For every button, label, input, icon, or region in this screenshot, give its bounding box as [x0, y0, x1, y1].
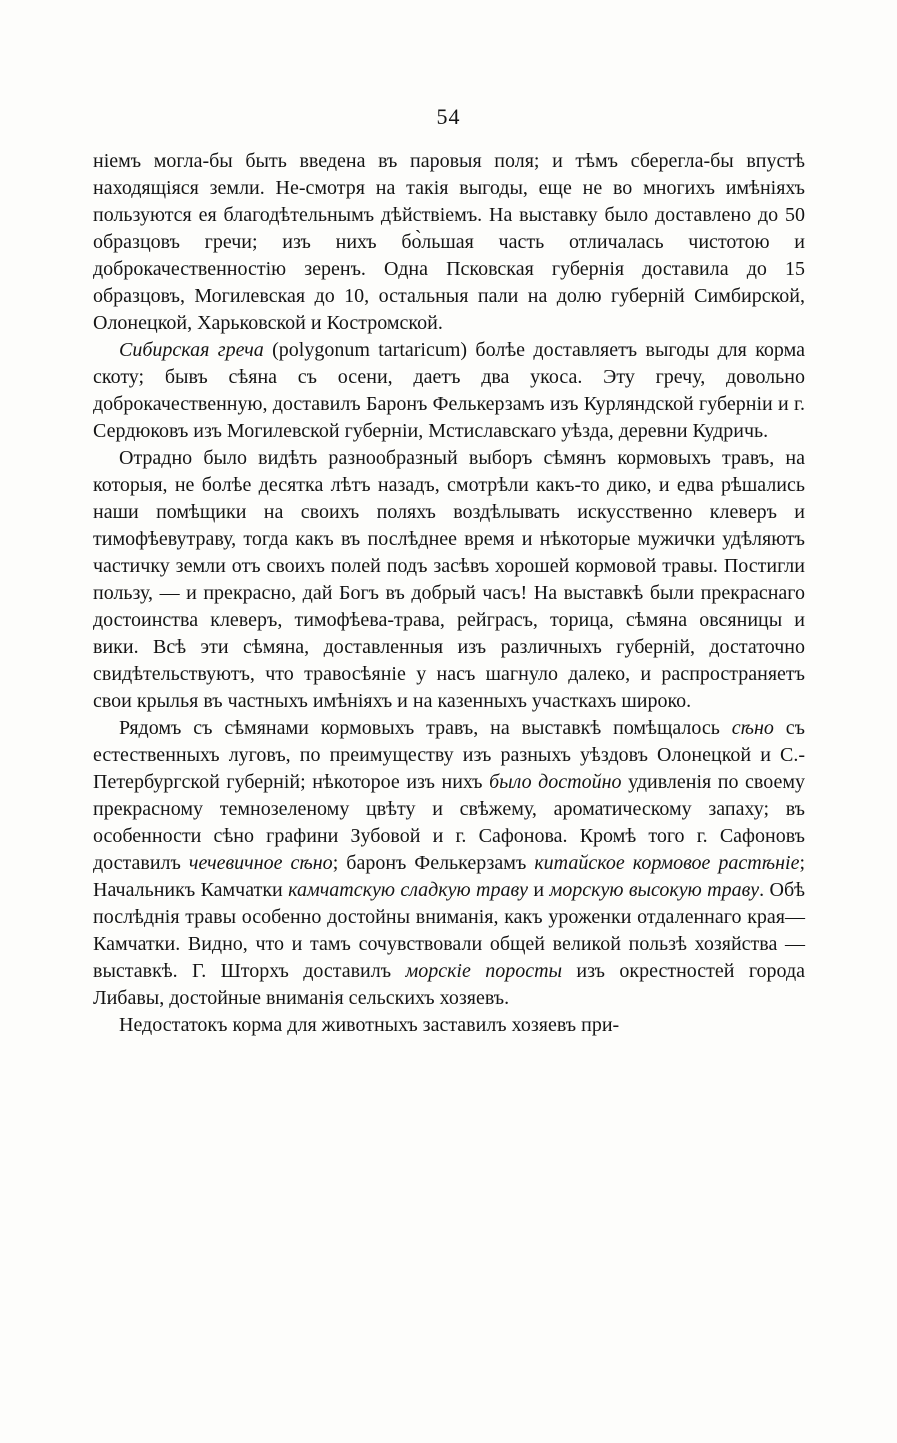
italic-term: морскую высокую траву: [549, 879, 760, 901]
text-run: ніемъ могла-бы быть введена въ паровыя поля; и тѣмъ сберегла-бы впустѣ находящіяся земли. Не-смотря на такія выгоды, еще не во многихъ имѣніяхъ пользуются ея благодѣтельнымъ дѣйствіемъ. На выставку было доставлено до 50 образцовъ гречи; изъ нихъ бо̀льшая часть отличалась чистотою и доброкачественностію зеренъ. Одна Псковская губернія доставила до 15 образцовъ, Могилевская до 10, остальныя пали на долю губерній Симбирской, Олонецкой, Харьковской и Костромской.: [93, 150, 805, 334]
text-run: съ естественныхъ луговъ, по преимуществу изъ разныхъ уѣздовъ Олонецкой и С.-Петербургской губерній; нѣкоторое изъ нихъ: [93, 717, 805, 793]
text-run: (polygonum tartaricum) болѣе доставляетъ выгоды для корма скоту; бывъ сѣяна съ осени, даетъ два укоса. Эту гречу, довольно доброкачественную, доставилъ Баронъ Фелькерзамъ изъ Курляндской губерніи и г. Сердюковъ изъ Могилевской губерніи, Мстиславскаго уѣзда, деревни Кудричь.: [93, 339, 805, 442]
paragraph: [93, 337, 805, 445]
italic-term: чечевичное сѣно: [188, 852, 333, 874]
paragraph: [93, 445, 805, 715]
paragraph: [93, 148, 805, 337]
text-run: Недостатокъ корма для животныхъ заставилъ хозяевъ при-: [119, 1014, 620, 1036]
italic-term: было достойно: [489, 771, 622, 793]
italic-term: китайское кормовое растѣніе: [534, 852, 800, 874]
text-run: Рядомъ съ сѣмянами кормовыхъ травъ, на выставкѣ помѣщалось: [119, 717, 732, 739]
text-run: удивленія по своему прекрасному темнозеленому цвѣту и свѣжему, ароматическому запаху; въ особенности сѣно графини Зубовой и г. Сафонова. Кромѣ того г. Сафоновъ доставилъ: [93, 771, 805, 874]
italic-term: морскіе поросты: [405, 960, 563, 982]
paragraph: [93, 715, 805, 1012]
text-run: изъ окрестностей города Либавы, достойные вниманія сельскихъ хозяевъ.: [93, 960, 805, 1009]
paragraph: [93, 1012, 805, 1039]
text-run: ; баронъ Фелькерзамъ: [332, 852, 535, 874]
page-number: 54: [436, 104, 461, 129]
text-run: Отрадно было видѣть разнообразный выборъ сѣмянъ кормовыхъ травъ, на которыя, не болѣе десятка лѣтъ назадъ, смотрѣли какъ-то дико, и едва рѣшались наши помѣщики на своихъ поляхъ воздѣлывать искусственно клеверъ и тимофѣевутраву, тогда какъ въ послѣднее время и нѣкоторые мужички удѣляютъ частичку земли отъ своихъ полей подъ засѣвъ хорошей кормовой травы. Постигли пользу, — и прекрасно, дай Богъ въ добрый часъ! На выставкѣ были прекраснаго достоинства клеверъ, тимофѣева-трава, рейграсъ, торица, сѣмяна овсяницы и вики. Всѣ эти сѣмяна, доставленныя изъ различныхъ губерній, достаточно свидѣтельствуютъ, что травосѣяніе у насъ шагнуло далеко, и распространяетъ свои крылья въ частныхъ имѣніяхъ и на казенныхъ участкахъ широко.: [93, 447, 805, 712]
italic-term: камчатскую сладкую траву: [288, 879, 529, 901]
italic-term: Сибирская греча: [119, 339, 264, 361]
text-run: ; Начальникъ Камчатки: [93, 852, 806, 901]
text-run: и: [528, 879, 550, 901]
text-run: . Обѣ послѣднія травы особенно достойны вниманія, какъ уроженки отдаленнаго края—Камчатки. Видно, что и тамъ сочувствовали общей великой пользѣ хозяйства — выставкѣ. Г. Шторхъ доставилъ: [93, 879, 805, 982]
italic-term: сѣно: [731, 717, 774, 739]
body-text: [93, 148, 805, 1039]
